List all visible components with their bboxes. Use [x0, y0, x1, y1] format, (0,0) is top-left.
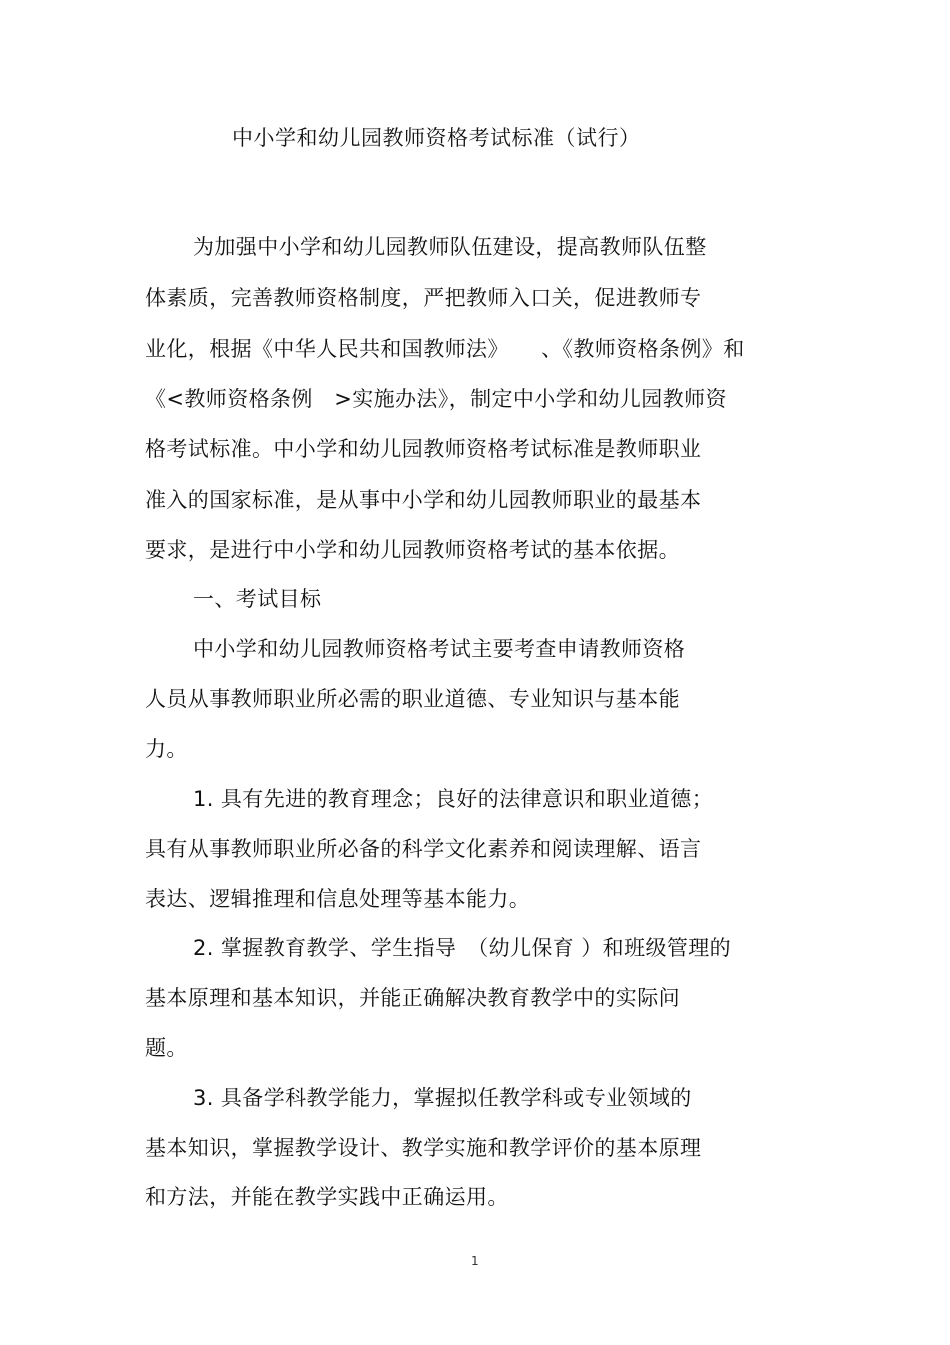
list-item-line: 基本知识，掌握教学设计、教学实施和教学评价的基本原理 [145, 1136, 702, 1160]
paragraph-line: 《<教师资格条例 >实施办法》，制定中小学和幼儿园教师资 [145, 387, 727, 411]
list-item-line: 表达、逻辑推理和信息处理等基本能力。 [145, 887, 531, 911]
paragraph-line: 准入的国家标准，是从事中小学和幼儿园教师职业的最基本 [145, 488, 702, 512]
paragraph-line: 中小学和幼儿园教师资格考试主要考查申请教师资格 [193, 637, 686, 661]
paragraph-line: 业化，根据《中华人民共和国教师法》 、《教师资格条例》和 [145, 337, 745, 361]
paragraph-line: 要求，是进行中小学和幼儿园教师资格考试的基本依据。 [145, 538, 680, 562]
page-number: 1 [471, 1254, 479, 1268]
list-item-line: 2. 掌握教育教学、学生指导 （幼儿保育 ）和班级管理的 [193, 936, 732, 960]
paragraph-line: 人员从事教师职业所必需的职业道德、专业知识与基本能 [145, 687, 680, 711]
document-title: 中小学和幼儿园教师资格考试标准（试行） [232, 126, 641, 150]
list-item-line: 和方法，并能在教学实践中正确运用。 [145, 1185, 509, 1209]
list-item-line: 具有从事教师职业所必备的科学文化素养和阅读理解、语言 [145, 837, 702, 861]
paragraph-line: 力。 [145, 737, 188, 761]
paragraph-line: 为加强中小学和幼儿园教师队伍建设，提高教师队伍整 [193, 235, 707, 259]
list-item-line: 题。 [145, 1036, 188, 1060]
list-item-line: 1. 具有先进的教育理念；良好的法律意识和职业道德； [193, 787, 714, 811]
list-item-line: 基本原理和基本知识，并能正确解决教育教学中的实际问 [145, 986, 680, 1010]
section-heading: 一、考试目标 [193, 587, 322, 611]
paragraph-line: 格考试标准。中小学和幼儿园教师资格考试标准是教师职业 [145, 437, 702, 461]
list-item-line: 3. 具备学科教学能力，掌握拟任教学科或专业领域的 [193, 1086, 692, 1110]
paragraph-line: 体素质，完善教师资格制度，严把教师入口关，促进教师专 [145, 286, 702, 310]
